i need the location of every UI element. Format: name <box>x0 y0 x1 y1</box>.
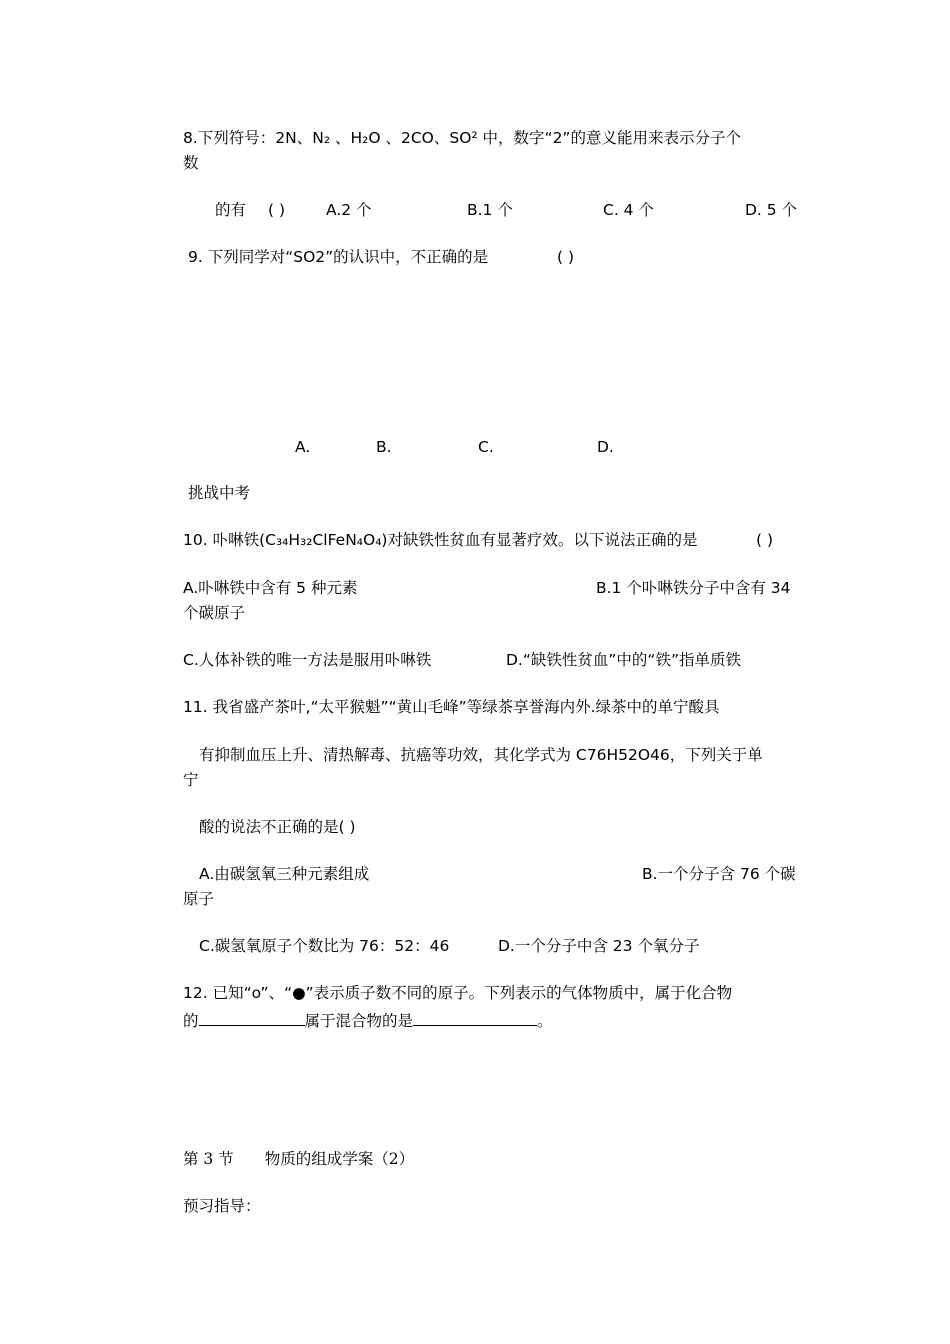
q11-option-b-cont: 原子 <box>183 890 215 908</box>
q8-line1-end: 数 <box>183 154 199 172</box>
q9-option-c: C. <box>478 438 494 456</box>
q11-option-a: A.由碳氢氧三种元素组成 <box>199 865 370 883</box>
q10-option-d: D.“缺铁性贫血”中的“铁”指单质铁 <box>506 651 741 669</box>
q8-answer-paren: ( ) <box>268 201 286 219</box>
q11-line2-cont: 宁 <box>183 771 199 789</box>
q8-option-c: C. 4 个 <box>603 201 654 219</box>
q9-option-d: D. <box>597 438 614 456</box>
preview-guide-label: 预习指导： <box>183 1197 261 1215</box>
q11-line3: 酸的说法不正确的是( ) <box>199 818 356 836</box>
q8-line2-prefix: 的有 <box>215 201 247 219</box>
q8-option-d: D. 5 个 <box>745 201 798 219</box>
q10-option-a: A.卟啉铁中含有 5 种元素 <box>183 579 358 597</box>
q12-line1: 12. 已知“o”、“●”表示质子数不同的原子。下列表示的气体物质中，属于化合物 <box>183 984 733 1002</box>
q10-option-b: B.1 个卟啉铁分子中含有 34 <box>596 579 791 597</box>
q11-line2: 有抑制血压上升、清热解毒、抗癌等功效，其化学式为 C76H52O46，下列关于单 <box>199 746 763 764</box>
q8-option-a: A.2 个 <box>326 201 372 219</box>
q11-option-c: C.碳氢氧原子个数比为 76：52：46 <box>199 937 450 955</box>
q10-text: 10. 卟啉铁(C₃₄H₃₂ClFeN₄O₄)对缺铁性贫血有显著疗效。以下说法正确的是 <box>183 531 698 549</box>
q10-option-b-cont: 个碳原子 <box>183 604 246 622</box>
q9-text: 9. 下列同学对“SO2”的认识中，不正确的是 <box>188 248 489 266</box>
q12-text-a: 的 <box>183 1012 199 1030</box>
q10-answer-paren: ( ) <box>756 531 774 549</box>
q11-option-b: B.一个分子含 76 个碳 <box>642 865 796 883</box>
q9-option-a: A. <box>295 438 311 456</box>
q12-text-b: 属于混合物的是 <box>304 1012 414 1030</box>
q9-option-b: B. <box>376 438 392 456</box>
q8-line1: 8.下列符号：2N、N₂ 、H₂O 、2CO、SO² 中，数字“2”的意义能用来表示分子个 <box>183 129 741 147</box>
q12-compound-blank[interactable] <box>199 1009 305 1026</box>
q12-text-end: 。 <box>537 1012 553 1030</box>
q11-line1: 11. 我省盛产茶叶,“太平猴魁”“黄山毛峰”等绿茶享誉海内外.绿茶中的单宁酸具 <box>183 698 720 716</box>
section3-title: 第 3 节 物质的组成学案（2） <box>183 1150 415 1168</box>
q11-option-d: D.一个分子中含 23 个氧分子 <box>498 937 700 955</box>
q9-answer-paren: ( ) <box>557 248 575 266</box>
q8-option-b: B.1 个 <box>467 201 513 219</box>
section-challenge-heading: 挑战中考 <box>188 484 251 502</box>
q12-line2 <box>183 1009 553 1031</box>
q12-mixture-blank[interactable] <box>413 1009 537 1026</box>
q10-option-c: C.人体补铁的唯一方法是服用卟啉铁 <box>183 651 432 669</box>
